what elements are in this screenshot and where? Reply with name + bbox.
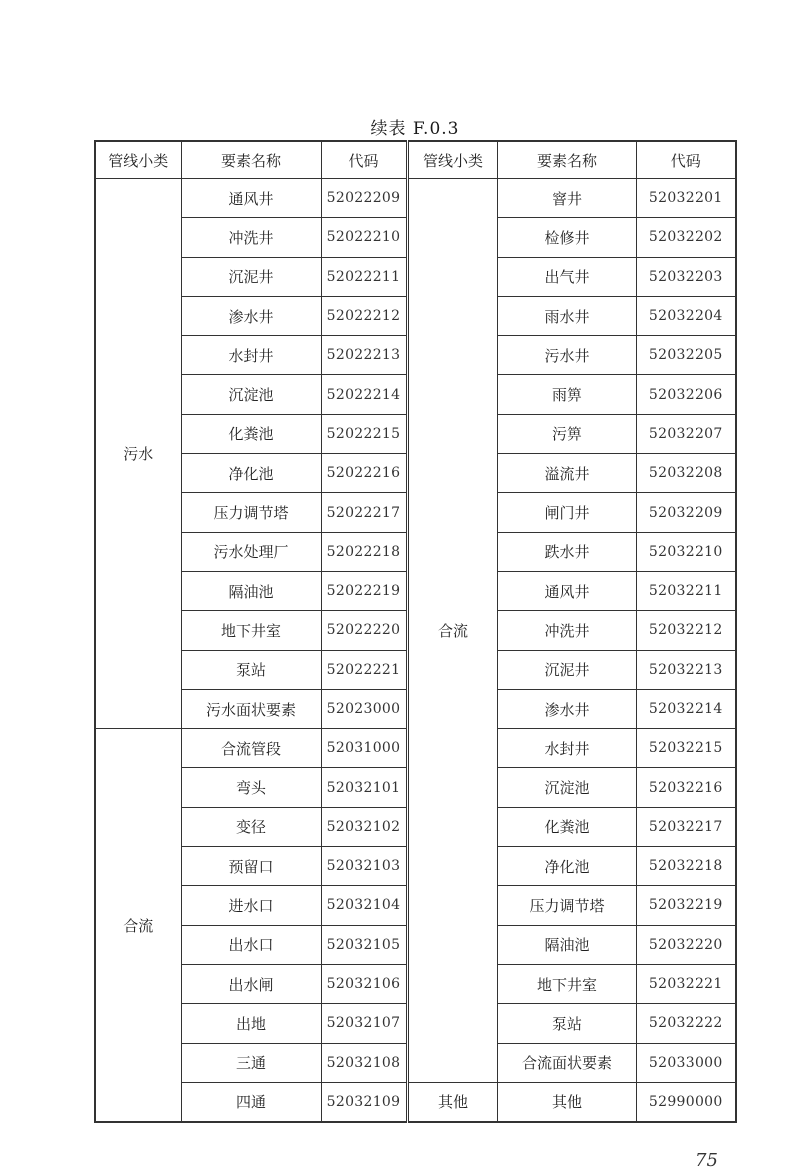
code-cell: 52032106 <box>321 964 407 1003</box>
element-name-cell: 溢流井 <box>498 454 637 493</box>
code-cell: 52032213 <box>637 650 736 689</box>
code-cell: 52022214 <box>321 375 407 414</box>
code-cell: 52022212 <box>321 296 407 335</box>
code-cell: 52032105 <box>321 925 407 964</box>
element-name-cell: 出水口 <box>181 925 321 964</box>
element-name-cell: 通风井 <box>498 571 637 610</box>
header-row <box>409 141 736 179</box>
element-name-cell: 弯头 <box>181 768 321 807</box>
code-cell: 52022211 <box>321 257 407 296</box>
code-cell: 52032109 <box>321 1082 407 1122</box>
table-right-half <box>408 140 737 1123</box>
header-category: 管线小类 <box>95 141 181 179</box>
element-name-cell: 净化池 <box>498 847 637 886</box>
header-row <box>95 141 407 179</box>
code-cell: 52022221 <box>321 650 407 689</box>
element-name-cell: 冲洗井 <box>498 611 637 650</box>
code-cell: 52022218 <box>321 532 407 571</box>
element-name-cell: 沉淀池 <box>181 375 321 414</box>
element-name-cell: 四通 <box>181 1082 321 1122</box>
table-row <box>409 179 736 218</box>
category-cell: 其他 <box>409 1082 498 1122</box>
header-code: 代码 <box>637 141 736 179</box>
code-cell: 52022215 <box>321 414 407 453</box>
code-cell: 52031000 <box>321 729 407 768</box>
element-name-cell: 水封井 <box>181 336 321 375</box>
element-name-cell: 污水井 <box>498 336 637 375</box>
element-name-cell: 净化池 <box>181 454 321 493</box>
code-cell: 52032201 <box>637 179 736 218</box>
code-cell: 52032101 <box>321 768 407 807</box>
category-cell: 污水 <box>95 179 181 729</box>
code-cell: 52032208 <box>637 454 736 493</box>
category-cell: 合流 <box>409 179 498 1083</box>
code-cell: 52032104 <box>321 886 407 925</box>
code-cell: 52032217 <box>637 807 736 846</box>
element-name-cell: 进水口 <box>181 886 321 925</box>
code-cell: 52032219 <box>637 886 736 925</box>
element-name-cell: 其他 <box>498 1082 637 1122</box>
element-name-cell: 检修井 <box>498 218 637 257</box>
left-body <box>95 179 407 1123</box>
element-name-cell: 泵站 <box>181 650 321 689</box>
element-name-cell: 沉泥井 <box>181 257 321 296</box>
element-name-cell: 跌水井 <box>498 532 637 571</box>
header-element-name: 要素名称 <box>498 141 637 179</box>
table-row <box>95 729 407 768</box>
element-name-cell: 地下井室 <box>181 611 321 650</box>
code-cell: 52022213 <box>321 336 407 375</box>
element-name-cell: 变径 <box>181 807 321 846</box>
element-name-cell: 泵站 <box>498 1004 637 1043</box>
code-cell: 52032209 <box>637 493 736 532</box>
element-name-cell: 污水面状要素 <box>181 689 321 728</box>
code-cell: 52032215 <box>637 729 736 768</box>
header-category: 管线小类 <box>409 141 498 179</box>
header-element-name: 要素名称 <box>181 141 321 179</box>
code-cell: 52032218 <box>637 847 736 886</box>
code-cell: 52032221 <box>637 964 736 1003</box>
element-name-cell: 出水闸 <box>181 964 321 1003</box>
code-cell: 52022216 <box>321 454 407 493</box>
element-name-cell: 通风井 <box>181 179 321 218</box>
code-cell: 52032212 <box>637 611 736 650</box>
element-name-cell: 出气井 <box>498 257 637 296</box>
element-name-cell: 隔油池 <box>498 925 637 964</box>
element-name-cell: 污箅 <box>498 414 637 453</box>
element-name-cell: 隔油池 <box>181 571 321 610</box>
code-cell: 52022220 <box>321 611 407 650</box>
table-row <box>409 1082 736 1122</box>
element-name-cell: 渗水井 <box>181 296 321 335</box>
code-cell: 52032222 <box>637 1004 736 1043</box>
code-cell: 52032216 <box>637 768 736 807</box>
element-name-cell: 压力调节塔 <box>498 886 637 925</box>
code-cell: 52032107 <box>321 1004 407 1043</box>
code-cell: 52032108 <box>321 1043 407 1082</box>
code-cell: 52022209 <box>321 179 407 218</box>
element-name-cell: 闸门井 <box>498 493 637 532</box>
element-name-cell: 三通 <box>181 1043 321 1082</box>
element-name-cell: 冲洗井 <box>181 218 321 257</box>
code-cell: 52032207 <box>637 414 736 453</box>
element-name-cell: 合流面状要素 <box>498 1043 637 1082</box>
element-name-cell: 沉淀池 <box>498 768 637 807</box>
code-cell: 52032102 <box>321 807 407 846</box>
element-name-cell: 压力调节塔 <box>181 493 321 532</box>
code-cell: 52023000 <box>321 689 407 728</box>
header-code: 代码 <box>321 141 407 179</box>
code-cell: 52032205 <box>637 336 736 375</box>
element-name-cell: 合流管段 <box>181 729 321 768</box>
element-name-cell: 出地 <box>181 1004 321 1043</box>
element-name-cell: 沉泥井 <box>498 650 637 689</box>
element-name-cell: 窨井 <box>498 179 637 218</box>
code-cell: 52032103 <box>321 847 407 886</box>
table-left-half <box>94 140 409 1123</box>
element-name-cell: 化粪池 <box>498 807 637 846</box>
right-body <box>409 179 736 1123</box>
code-cell: 52032211 <box>637 571 736 610</box>
element-name-cell: 雨箅 <box>498 375 637 414</box>
element-name-cell: 污水处理厂 <box>181 532 321 571</box>
element-name-cell: 化粪池 <box>181 414 321 453</box>
code-cell: 52033000 <box>637 1043 736 1082</box>
code-cell: 52032220 <box>637 925 736 964</box>
code-cell: 52032203 <box>637 257 736 296</box>
code-cell: 52032204 <box>637 296 736 335</box>
table-title: 续表 F.0.3 <box>370 119 460 139</box>
element-name-cell: 地下井室 <box>498 964 637 1003</box>
code-cell: 52022217 <box>321 493 407 532</box>
table-row <box>95 179 407 218</box>
code-cell: 52022219 <box>321 571 407 610</box>
page-number: 75 <box>695 1150 718 1171</box>
code-cell: 52032206 <box>637 375 736 414</box>
element-name-cell: 预留口 <box>181 847 321 886</box>
code-cell: 52032210 <box>637 532 736 571</box>
element-name-cell: 水封井 <box>498 729 637 768</box>
code-cell: 52032214 <box>637 689 736 728</box>
category-cell: 合流 <box>95 729 181 1122</box>
element-name-cell: 雨水井 <box>498 296 637 335</box>
code-cell: 52022210 <box>321 218 407 257</box>
code-cell: 52990000 <box>637 1082 736 1122</box>
element-name-cell: 渗水井 <box>498 689 637 728</box>
code-cell: 52032202 <box>637 218 736 257</box>
